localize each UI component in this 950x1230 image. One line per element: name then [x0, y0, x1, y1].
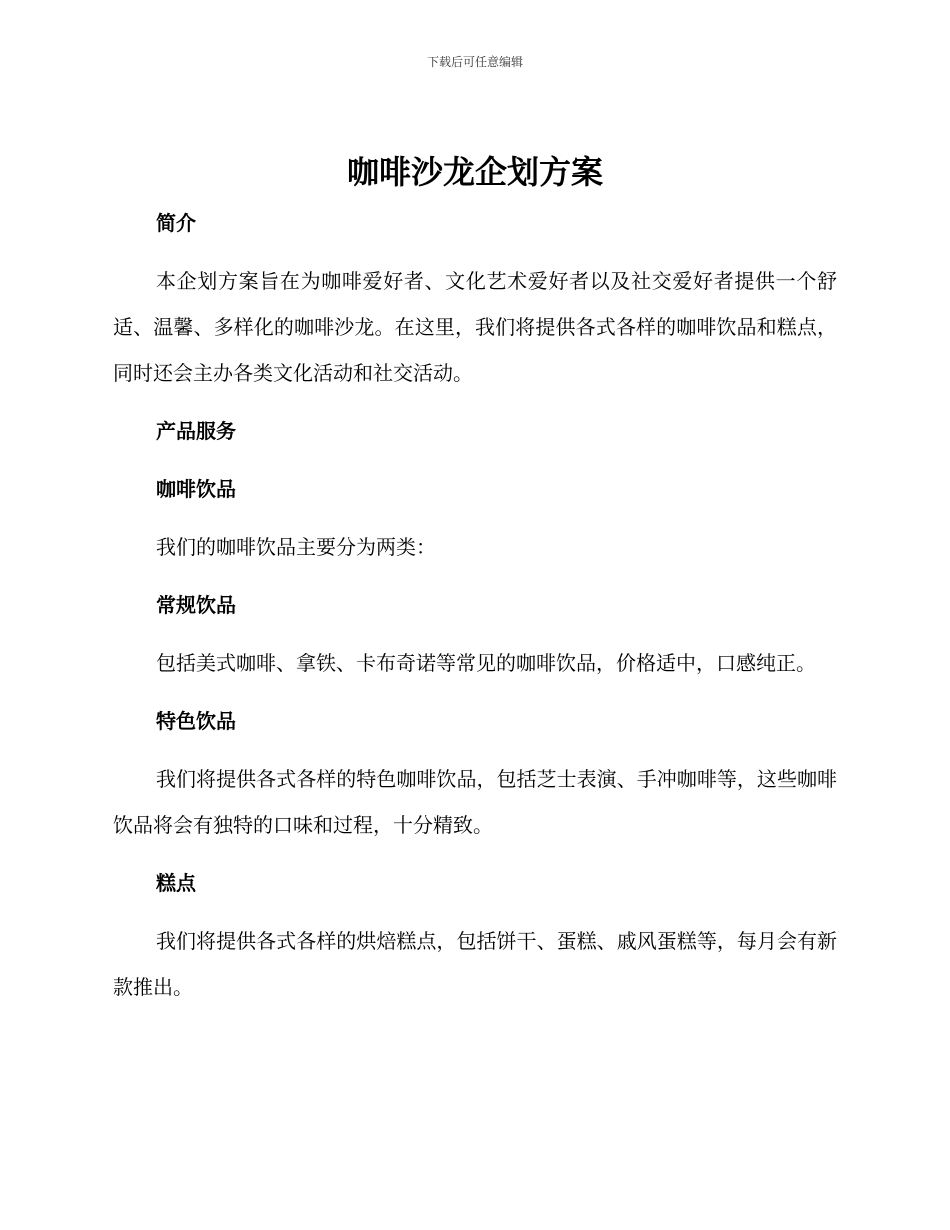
section-paragraph-regular-drinks: 包括美式咖啡、拿铁、卡布奇诺等常见的咖啡饮品，价格适中，口感纯正。 — [156, 651, 816, 675]
header-note: 下载后可任意编辑 — [426, 55, 523, 69]
section-heading-pastries: 糕点 — [156, 871, 196, 895]
section-heading-products: 产品服务 — [156, 419, 236, 443]
section-heading-coffee-drinks: 咖啡饮品 — [156, 477, 236, 501]
section-paragraph-special-drinks: 我们将提供各式各样的特色咖啡饮品，包括芝士表演、手冲咖啡等，这些咖啡饮品将会有独特的口味和过程，十分精致。 — [113, 767, 837, 837]
document-title: 咖啡沙龙企划方案 — [346, 153, 603, 191]
section-paragraph-coffee-drinks: 我们的咖啡饮品主要分为两类： — [156, 535, 436, 559]
section-paragraph-intro: 本企划方案旨在为咖啡爱好者、文化艺术爱好者以及社交爱好者提供一个舒适、温馨、多样化的咖啡沙龙。在这里，我们将提供各式各样的咖啡饮品和糕点，同时还会主办各类文化活动和社交活动。 — [113, 269, 837, 385]
document-body — [113, 200, 837, 1010]
section-heading-intro: 简介 — [156, 211, 196, 235]
section-heading-special-drinks: 特色饮品 — [156, 709, 236, 733]
section-paragraph-pastries: 我们将提供各式各样的烘焙糕点，包括饼干、蛋糕、戚风蛋糕等，每月会有新款推出。 — [113, 929, 837, 999]
section-heading-regular-drinks: 常规饮品 — [156, 593, 236, 617]
